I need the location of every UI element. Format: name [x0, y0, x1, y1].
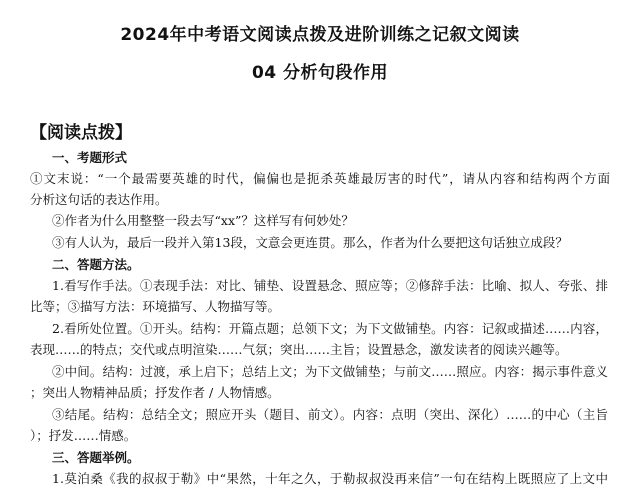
paragraph-line: 分析这句话的表达作用。: [30, 192, 168, 207]
paragraph-line: 2.看所处位置。①开头。结构：开篇点题；总领下文；为下文做铺垫。内容：记叙或描述……内容，: [52, 321, 608, 336]
paragraph-line: 表现……的特点；交代或点明渲染……气氛；突出……主旨；设置悬念，激发读者的阅读兴趣等。: [30, 342, 568, 357]
paragraph-line: ①文末说：“一个最需要英雄的时代，偏偏也是扼杀英雄最厉害的时代”，请从内容和结构两个方面: [30, 171, 610, 186]
section-heading-answer-example: 三、答题举例。: [52, 450, 140, 465]
section-banner: 【阅读点拨】: [30, 123, 132, 143]
paragraph-line: ②作者为什么用整整一段去写“xx”？这样写有何妙处？: [52, 213, 354, 228]
paragraph-line: ②中间。结构：过渡，承上启下；总结上文；为下文做铺垫；与前文……照应。内容：揭示事件意义: [52, 364, 608, 379]
paragraph-line: 1.莫泊桑《我的叔叔于勒》中“果然，十年之久，于勒叔叔没再来信”一句在结构上既照应了上文中: [52, 471, 608, 486]
section-heading-answer-method: 二、答题方法。: [52, 257, 140, 272]
section-heading-exam-form: 一、考题形式: [52, 150, 128, 165]
document-subtitle: 04 分析句段作用: [251, 63, 389, 83]
paragraph-line: 比等；③描写方法：环境描写、人物描写等。: [30, 299, 281, 314]
document-title: 2024年中考语文阅读点拨及进阶训练之记叙文阅读: [120, 25, 520, 45]
paragraph-line: 1.看写作手法。①表现手法：对比、铺垫、设置悬念、照应等；②修辞手法：比喻、拟人、夸张、排: [52, 278, 608, 293]
paragraph-line: ③结尾。结构：总结全文；照应开头（题目、前文）。内容：点明（突出、深化）……的中心（主旨: [52, 407, 608, 422]
paragraph-line: ）；抒发……情感。: [30, 428, 137, 443]
paragraph-line: ；突出人物精神品质；抒发作者 / 人物情感。: [30, 385, 280, 400]
paragraph-line: ③有人认为，最后一段并入第13段，文意会更连贯。那么，作者为什么要把这句话独立成段？: [52, 235, 568, 250]
